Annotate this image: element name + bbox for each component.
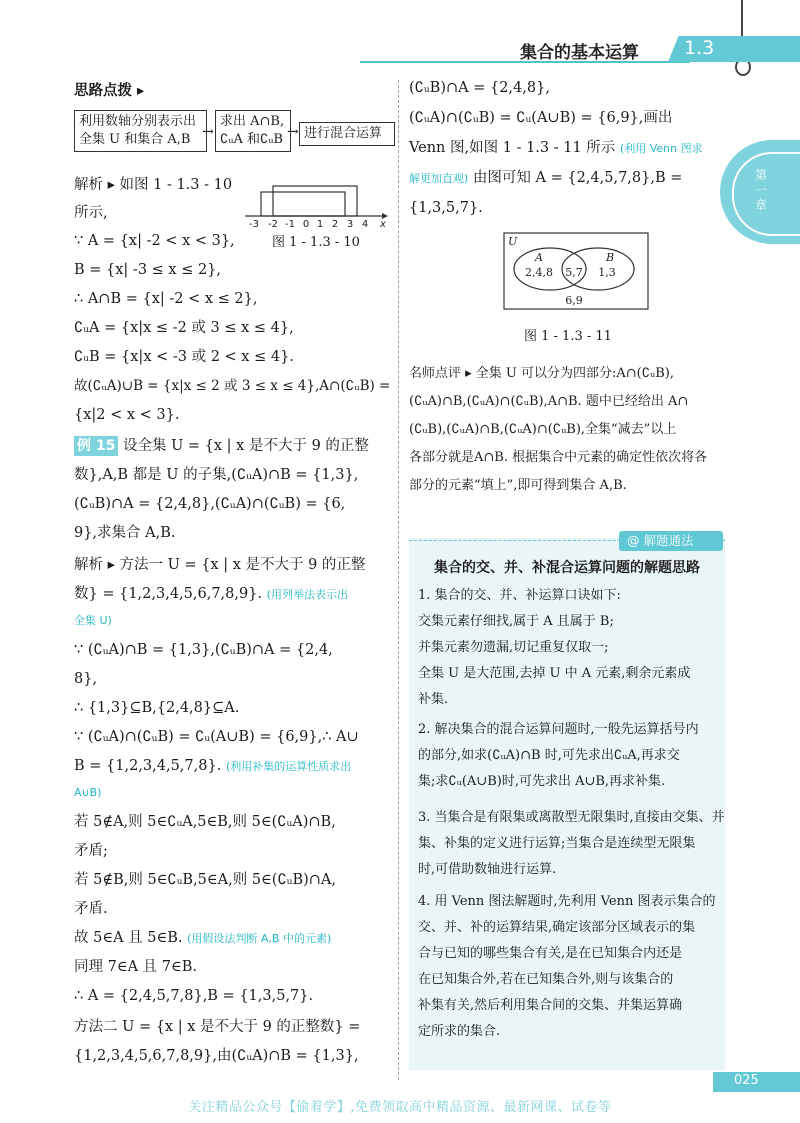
solution-line-9: 矛盾;: [74, 843, 108, 859]
solution-line-12: [74, 928, 331, 949]
venn-note-b: 解更加直观): [409, 172, 469, 185]
right-line-5: {1,3,5,7}.: [409, 200, 483, 216]
solution-line-10: 若 5∉B,则 5∈∁ᵤB,5∈A,则 5∈(∁ᵤB)∩A,: [74, 872, 336, 888]
example-line-1: [74, 436, 369, 456]
solution-line-2-text: 数} = {1,2,3,4,5,6,7,8,9}.: [74, 586, 263, 602]
solution-line-4: 8},: [74, 671, 98, 687]
analysis-line-2: 所示,: [74, 205, 108, 221]
figure-caption-10: 图 1 - 1.3 - 10: [272, 235, 360, 250]
venn-note-a: (利用 Venn 图求: [619, 142, 703, 155]
comment-line-1: 名师点评 ▸ 全集 U 可以分为四部分:A∩(∁ᵤB),: [409, 366, 674, 381]
methods-line-14: 合与已知的哪些集合有关,是在已知集合内还是: [418, 946, 683, 961]
methods-line-13: 交、并、补的运算结果,确定该部分区域表示的集: [418, 920, 696, 935]
number-line-figure: [240, 178, 390, 228]
tick-label: -1: [285, 219, 295, 228]
venn-b-only: 1,3: [598, 266, 616, 279]
solution-line-16: {1,2,3,4,5,6,7,8,9},由(∁ᵤA)∩B = {1,3},: [74, 1048, 359, 1064]
methods-badge-label: @ 解题通法: [627, 533, 694, 548]
flow-arrow-1: →: [202, 124, 214, 140]
flow-box-3: 进行混合运算: [299, 122, 395, 146]
side-note-1a: (用列举法表示出: [266, 588, 348, 601]
methods-line-6: 2. 解决集合的混合运算问题时,一般先运算括号内: [418, 722, 699, 737]
solution-line-8: 若 5∉A,则 5∈∁ᵤA,5∈B,则 5∈(∁ᵤA)∩B,: [74, 814, 336, 830]
solution-line-7: [74, 756, 351, 777]
right-line-1: (∁ᵤB)∩A = {2,4,8},: [409, 80, 550, 96]
example-badge: 例 15: [74, 436, 118, 456]
solution-line-6: ∵ (∁ᵤA)∩(∁ᵤB) = ∁ᵤ(A∪B) = {6,9},∴ A∪: [74, 729, 359, 745]
solution-line-7-text: B = {1,2,3,4,5,7,8}.: [74, 758, 222, 774]
example-text-1: 设全集 U = {x | x 是不大于 9 的正整: [122, 438, 369, 454]
venn-outside: 6,9: [565, 294, 583, 307]
interval-b: [261, 192, 345, 216]
figure-caption-11: 图 1 - 1.3 - 11: [524, 329, 612, 344]
flow-box-1-line2: 全集 U 和集合 A,B: [79, 132, 191, 147]
solution-line-2: [74, 584, 348, 605]
comment-line-3: (∁ᵤB),(∁ᵤA)∩B,(∁ᵤA)∩(∁ᵤB),全集“减去”以上: [409, 422, 677, 437]
solution-line-14: ∴ A = {2,4,5,7,8},B = {1,3,5,7}.: [74, 988, 314, 1004]
right-line-4-text: 由图可知 A = {2,4,5,7,8},B =: [472, 170, 683, 186]
methods-line-9: 3. 当集合是有限集或离散型无限集时,直接由交集、并: [418, 810, 725, 825]
methods-line-10: 集、补集的定义进行运算;当集合是连续型无限集: [418, 836, 696, 851]
side-note-1b: 全集 U): [74, 614, 112, 627]
tick-label: -2: [268, 219, 278, 228]
side-note-3: (用假设法判断 A,B 中的元素): [187, 932, 332, 945]
tick-label: -3: [249, 219, 259, 228]
comment-line-4: 各部分就是A∩B. 根据集合中元素的确定性依次将各: [409, 450, 708, 465]
side-note-2a: (利用补集的运算性质求出: [225, 760, 352, 773]
page-number: 025: [734, 1073, 759, 1088]
tick-label: 3: [346, 219, 354, 228]
venn-a-label: A: [535, 251, 543, 264]
venn-diagram: [503, 232, 649, 310]
methods-line-11: 时,可借助数轴进行运算.: [418, 862, 557, 877]
right-line-3: [409, 138, 703, 159]
analysis-line-6: ∁ᵤA = {x|x ≤ -2 或 3 ≤ x ≤ 4},: [74, 320, 294, 336]
methods-line-12: 4. 用 Venn 图法解题时,先利用 Venn 图表示集合的: [418, 894, 716, 909]
analysis-line-5: ∴ A∩B = {x| -2 < x ≤ 2},: [74, 291, 258, 307]
example-line-4: 9},求集合 A,B.: [74, 525, 176, 541]
solution-line-12-text: 故 5∈A 且 5∈B.: [74, 930, 183, 946]
flow-box-1-line1: 利用数轴分别表示出: [79, 114, 197, 129]
methods-line-8: 集;求∁ᵤ(A∪B)时,可先求出 A∪B,再求补集.: [418, 774, 666, 789]
solution-line-1: 解析 ▸ 方法一 U = {x | x 是不大于 9 的正整: [74, 557, 366, 573]
methods-title: 集合的交、并、补混合运算问题的解题思路: [434, 560, 700, 576]
tick-label: 4: [361, 219, 369, 228]
analysis-line-3: ∵ A = {x| -2 < x < 3},: [74, 233, 235, 249]
methods-line-5: 补集.: [418, 692, 449, 707]
venn-u-label: U: [508, 235, 518, 248]
header-section-number: 1.3: [684, 37, 715, 59]
solution-line-15: 方法二 U = {x | x 是不大于 9 的正整数} =: [74, 1019, 361, 1035]
header-title: 集合的基本运算: [520, 43, 639, 63]
methods-line-3: 并集元素勿遗漏,切记重复仅取一;: [418, 640, 609, 655]
tick-label: 2: [331, 219, 339, 228]
analysis-line-9: {x|2 < x < 3}.: [74, 407, 180, 423]
analysis-line-4: B = {x| -3 ≤ x ≤ 2},: [74, 262, 222, 278]
example-line-2: 数},A,B 都是 U 的子集,(∁ᵤA)∩B = {1,3},: [74, 467, 359, 483]
venn-b-label: B: [606, 251, 615, 264]
solution-line-3: ∵ (∁ᵤA)∩B = {1,3},(∁ᵤB)∩A = {2,4,: [74, 642, 333, 658]
right-line-4: [409, 168, 682, 189]
methods-line-1: 1. 集合的交、并、补运算口诀如下:: [418, 588, 621, 603]
comment-line-5: 部分的元素“填上”,即可得到集合 A,B.: [409, 478, 627, 493]
tick-label: 0: [302, 219, 310, 228]
analysis-line-1: 解析 ▸ 如图 1 - 1.3 - 10: [74, 177, 233, 193]
comment-line-2: (∁ᵤA)∩B,(∁ᵤA)∩(∁ᵤB),A∩B. 题中已经给出 A∩: [409, 394, 689, 409]
column-divider: [398, 80, 399, 1080]
solution-line-5: ∴ {1,3}⊆B,{2,4,8}⊆A.: [74, 700, 240, 716]
methods-line-7: 的部分,如求(∁ᵤA)∩B 时,可先求出∁ᵤA,再求交: [418, 748, 680, 763]
right-line-2: (∁ᵤA)∩(∁ᵤB) = ∁ᵤ(A∪B) = {6,9},画出: [409, 110, 673, 126]
flow-box-1: [74, 110, 207, 152]
chapter-side-label: 第一章: [754, 168, 767, 212]
footer-watermark: 关注精品公众号【偷着学】,免费领取高中精品资源、最新网课、试卷等: [188, 1100, 612, 1115]
interval-a: [273, 186, 357, 216]
methods-line-17: 定所求的集合.: [418, 1024, 501, 1039]
venn-a-only: 2,4,8: [525, 266, 553, 279]
flow-arrow-2: →: [287, 124, 299, 140]
analysis-line-8: 故(∁ᵤA)∪B = {x|x ≤ 2 或 3 ≤ x ≤ 4},A∩(∁ᵤB) =: [74, 378, 391, 394]
flow-box-2: [215, 110, 291, 152]
methods-line-16: 补集有关,然后利用集合间的交集、并集运算确: [418, 998, 683, 1013]
venn-intersection: 5,7: [565, 266, 583, 279]
example-line-3: (∁ᵤB)∩A = {2,4,8},(∁ᵤA)∩(∁ᵤB) = {6,: [74, 496, 346, 512]
flow-box-2-line2: ∁ᵤA 和∁ᵤB: [220, 132, 283, 147]
methods-line-15: 在已知集合外,若在已知集合外,则与该集合的: [418, 972, 674, 987]
right-line-3-text: Venn 图,如图 1 - 1.3 - 11 所示: [409, 140, 616, 156]
flow-box-2-line1: 求出 A∩B,: [220, 114, 285, 129]
methods-line-2: 交集元素仔细找,属于 A 且属于 B;: [418, 614, 614, 629]
solution-line-11: 矛盾.: [74, 901, 108, 917]
side-note-2b: A∪B): [74, 786, 102, 799]
hint-title: 思路点拨 ▸: [74, 83, 145, 99]
solution-line-13: 同理 7∈A 且 7∈B.: [74, 959, 197, 975]
methods-badge: [619, 531, 723, 551]
tick-label: 1: [316, 219, 324, 228]
axis-label: x: [380, 219, 386, 228]
analysis-line-7: ∁ᵤB = {x|x < -3 或 2 < x ≤ 4}.: [74, 349, 294, 365]
methods-line-4: 全集 U 是大范围,去掉 U 中 A 元素,剩余元素成: [418, 666, 691, 681]
